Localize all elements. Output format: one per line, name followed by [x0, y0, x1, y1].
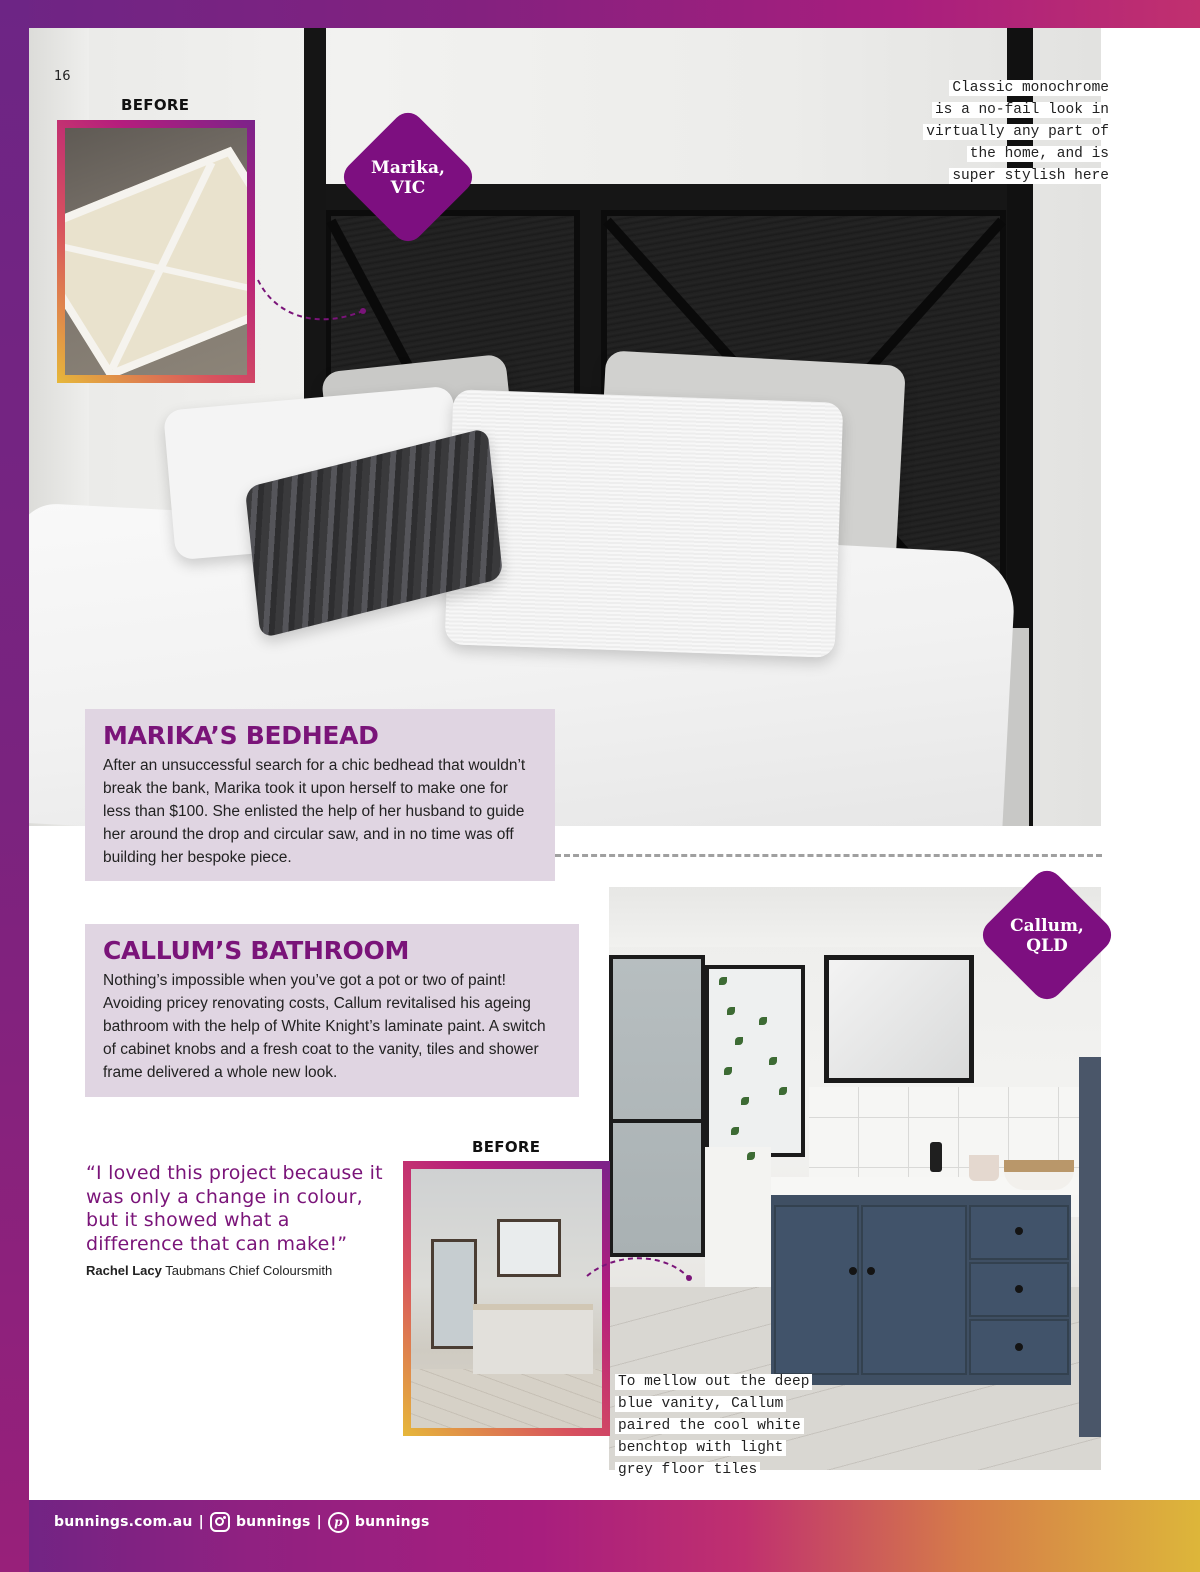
dashed-arrow-marika: [255, 275, 370, 330]
old-white-vanity: [473, 1304, 593, 1374]
before-photo-callum-frame: [403, 1161, 610, 1436]
top-gradient-band: [0, 0, 1200, 28]
unfinished-bedhead: [65, 147, 247, 375]
monochrome-caption: [880, 77, 1112, 187]
instagram-icon[interactable]: [210, 1512, 230, 1532]
quote-author: Rachel Lacy: [86, 1263, 162, 1278]
tiled-half-wall: [705, 1147, 771, 1287]
separator: |: [316, 1514, 322, 1530]
old-shower-screen: [431, 1239, 477, 1349]
location-badge-marika-text: [338, 158, 478, 198]
caption-line: the home, and is: [967, 146, 1112, 162]
left-gradient-band: [0, 0, 29, 1572]
woven-basket: [1004, 1160, 1074, 1190]
pinterest-icon[interactable]: p: [328, 1512, 349, 1533]
pinterest-handle[interactable]: bunnings: [354, 1514, 430, 1530]
instagram-handle[interactable]: bunnings: [235, 1514, 311, 1530]
footer-social-bar: [54, 1510, 430, 1534]
callum-bathroom-body: Nothing’s impossible when you’ve got a pot or two of paint! Avoiding pricey renovating costs, Callum revitalised his ageing bathroom with the help of White Knight’s laminate paint. A switch of cabinet knobs and a fresh coat to the vanity, tiles and shower frame delivered a whole new look.: [103, 972, 546, 1081]
caption-line: grey floor tiles: [615, 1462, 760, 1478]
section-divider: [555, 854, 1102, 857]
plant-pot: [969, 1155, 999, 1181]
callum-bathroom-title: CALLUM’S BATHROOM: [103, 936, 410, 965]
white-pillow: [445, 389, 844, 657]
before-label-marika: BEFORE: [121, 96, 190, 114]
before-photo-marika-frame: [57, 120, 255, 383]
caption-line: benchtop with light: [615, 1440, 786, 1456]
caption-line: Classic monochrome: [949, 80, 1112, 96]
location-badge-callum-text: [977, 916, 1117, 956]
marika-bedhead-body: After an unsuccessful search for a chic bedhead that wouldn’t break the bank, Marika took it upon herself to make one for less than $100. She enlisted the help of her husband to guide her around the drop and circular saw, and in no time was off building her bespoke piece.: [103, 757, 526, 866]
caption-line: To mellow out the deep: [615, 1374, 812, 1390]
before-photo-marika: [65, 128, 247, 375]
separator: |: [198, 1514, 204, 1530]
badge-state: QLD: [1026, 936, 1068, 956]
old-mirror: [497, 1219, 561, 1277]
vanity-caption: [615, 1371, 855, 1481]
caption-line: paired the cool white: [615, 1418, 804, 1434]
callum-bathroom-panel: [85, 924, 579, 1097]
before-label-callum: BEFORE: [472, 1138, 541, 1156]
before-photo-callum: [411, 1169, 602, 1428]
marika-bedhead-panel: [85, 709, 555, 881]
caption-line: blue vanity, Callum: [615, 1396, 786, 1412]
caption-line: super stylish here: [949, 168, 1112, 184]
shower-screen: [609, 955, 705, 1257]
caption-line: virtually any part of: [923, 124, 1112, 140]
pull-quote: “I loved this project because it was only a change in colour, but it showed what a difference that can make!”: [86, 1162, 383, 1255]
black-framed-mirror: [824, 955, 974, 1083]
website-link[interactable]: bunnings.com.au: [54, 1514, 193, 1530]
shower-screen-side: [705, 965, 805, 1157]
badge-name: Marika,: [371, 158, 445, 178]
badge-state: VIC: [390, 178, 426, 198]
marika-bedhead-title: MARIKA’S BEDHEAD: [103, 721, 379, 750]
caption-line: is a no-fail look in: [932, 102, 1112, 118]
page-number: 16: [54, 69, 71, 84]
badge-name: Callum,: [1010, 916, 1084, 936]
quote-author-role: Taubmans Chief Coloursmith: [165, 1263, 333, 1278]
cabinet-edge: [1079, 1057, 1101, 1437]
quote-attribution: [86, 1263, 332, 1278]
dashed-arrow-callum: [585, 1250, 700, 1290]
soap-bottle: [930, 1142, 942, 1172]
